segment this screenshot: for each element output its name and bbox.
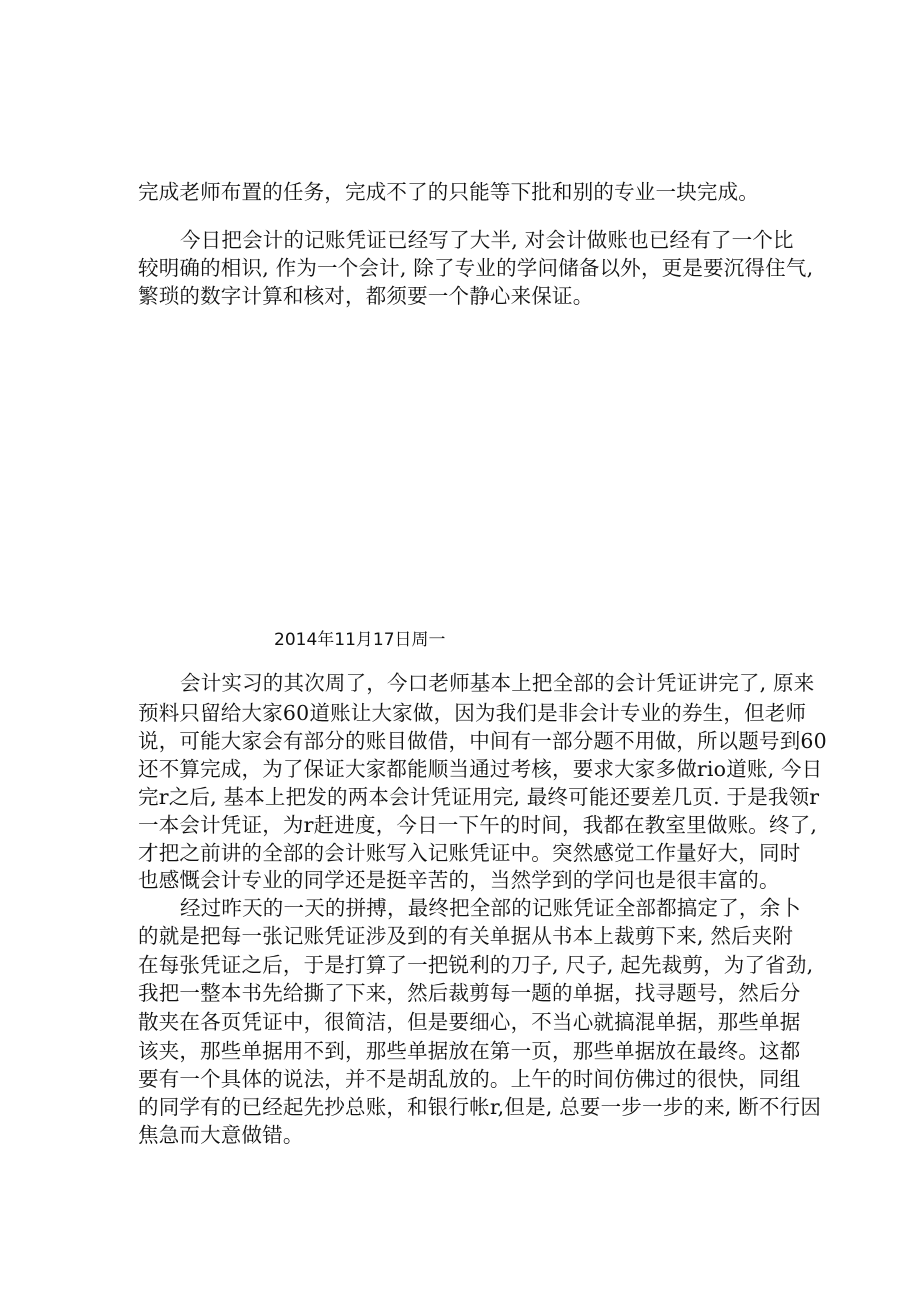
paragraph-line: 说，可能大家会有部分的账目做借，中间有一部分题不用做，所以题号到60: [138, 729, 827, 753]
paragraph-line: 要有一个具体的说法，并不是胡乱放的。上午的时间仿佛过的很快，同组: [138, 1067, 801, 1091]
paragraph-line: 完成老师布置的任务，完成不了的只能等下批和别的专业一块完成。: [138, 180, 759, 204]
paragraph-line: 经过昨天的一天的拼搏，最终把全部的记账凭证全部都搞定了，余卜: [180, 896, 801, 920]
paragraph-line: 今日把会计的记账凭证已经写了大半, 对会计做账也已经有了一个比: [180, 228, 794, 252]
paragraph-line: 预料只留给大家60道账让大家做，因为我们是非会计专业的券生，但老师: [138, 701, 807, 725]
paragraph-line: 才把之前讲的全部的会计账写入记账凭证中。突然感觉工作量好大，同时: [138, 841, 801, 865]
paragraph-line: 繁琐的数字计算和核对，都须要一个静心来保证。: [138, 284, 594, 308]
paragraph-line: 我把一整本书先给撕了下来，然后裁剪每一题的单据，找寻题号，然后分: [138, 981, 801, 1005]
paragraph-line: 完r之后, 基本上把发的两本会计凭证用完, 最终可能还要差几页. 于是我领r: [138, 785, 820, 809]
paragraph-line: 该夹，那些单据用不到，那些单据放在第一页，那些单据放在最终。这都: [138, 1039, 801, 1063]
paragraph-line: 的同学有的已经起先抄总账，和银行帐r,但是, 总要一步一步的来, 断不行因: [138, 1095, 822, 1119]
paragraph-line: 还不算完成，为了保证大家都能顺当通过考核，要求大家多做rio道账, 今日: [138, 757, 823, 781]
paragraph-line: 也感慨会计专业的同学还是挺辛苦的，当然学到的学问也是很丰富的。: [138, 868, 780, 892]
paragraph-line: 在每张凭证之后，于是打算了一把锐利的刀子, 尺子, 起先裁剪，为了省劲,: [138, 953, 814, 977]
paragraph-line: 焦急而大意做错。: [138, 1123, 304, 1147]
paragraph-line: 会计实习的其次周了，今口老师基本上把全部的会计凭证讲完了, 原来: [180, 671, 815, 695]
paragraph-line: 散夹在各页凭证中，很简洁，但是要细心，不当心就搞混单据，那些单据: [138, 1010, 801, 1034]
entry-date: 2014年11月17日周一: [274, 630, 446, 650]
paragraph-line: 较明确的相识, 作为一个会计, 除了专业的学问储备以外，更是要沉得住气,: [138, 256, 814, 280]
paragraph-line: 一本会计凭证，为r赶进度，今日一下午的时间，我都在教室里做账。终了,: [138, 813, 818, 837]
paragraph-line: 的就是把每一张记账凭证涉及到的有关单据从书本上裁剪下来, 然后夹附: [138, 924, 794, 948]
